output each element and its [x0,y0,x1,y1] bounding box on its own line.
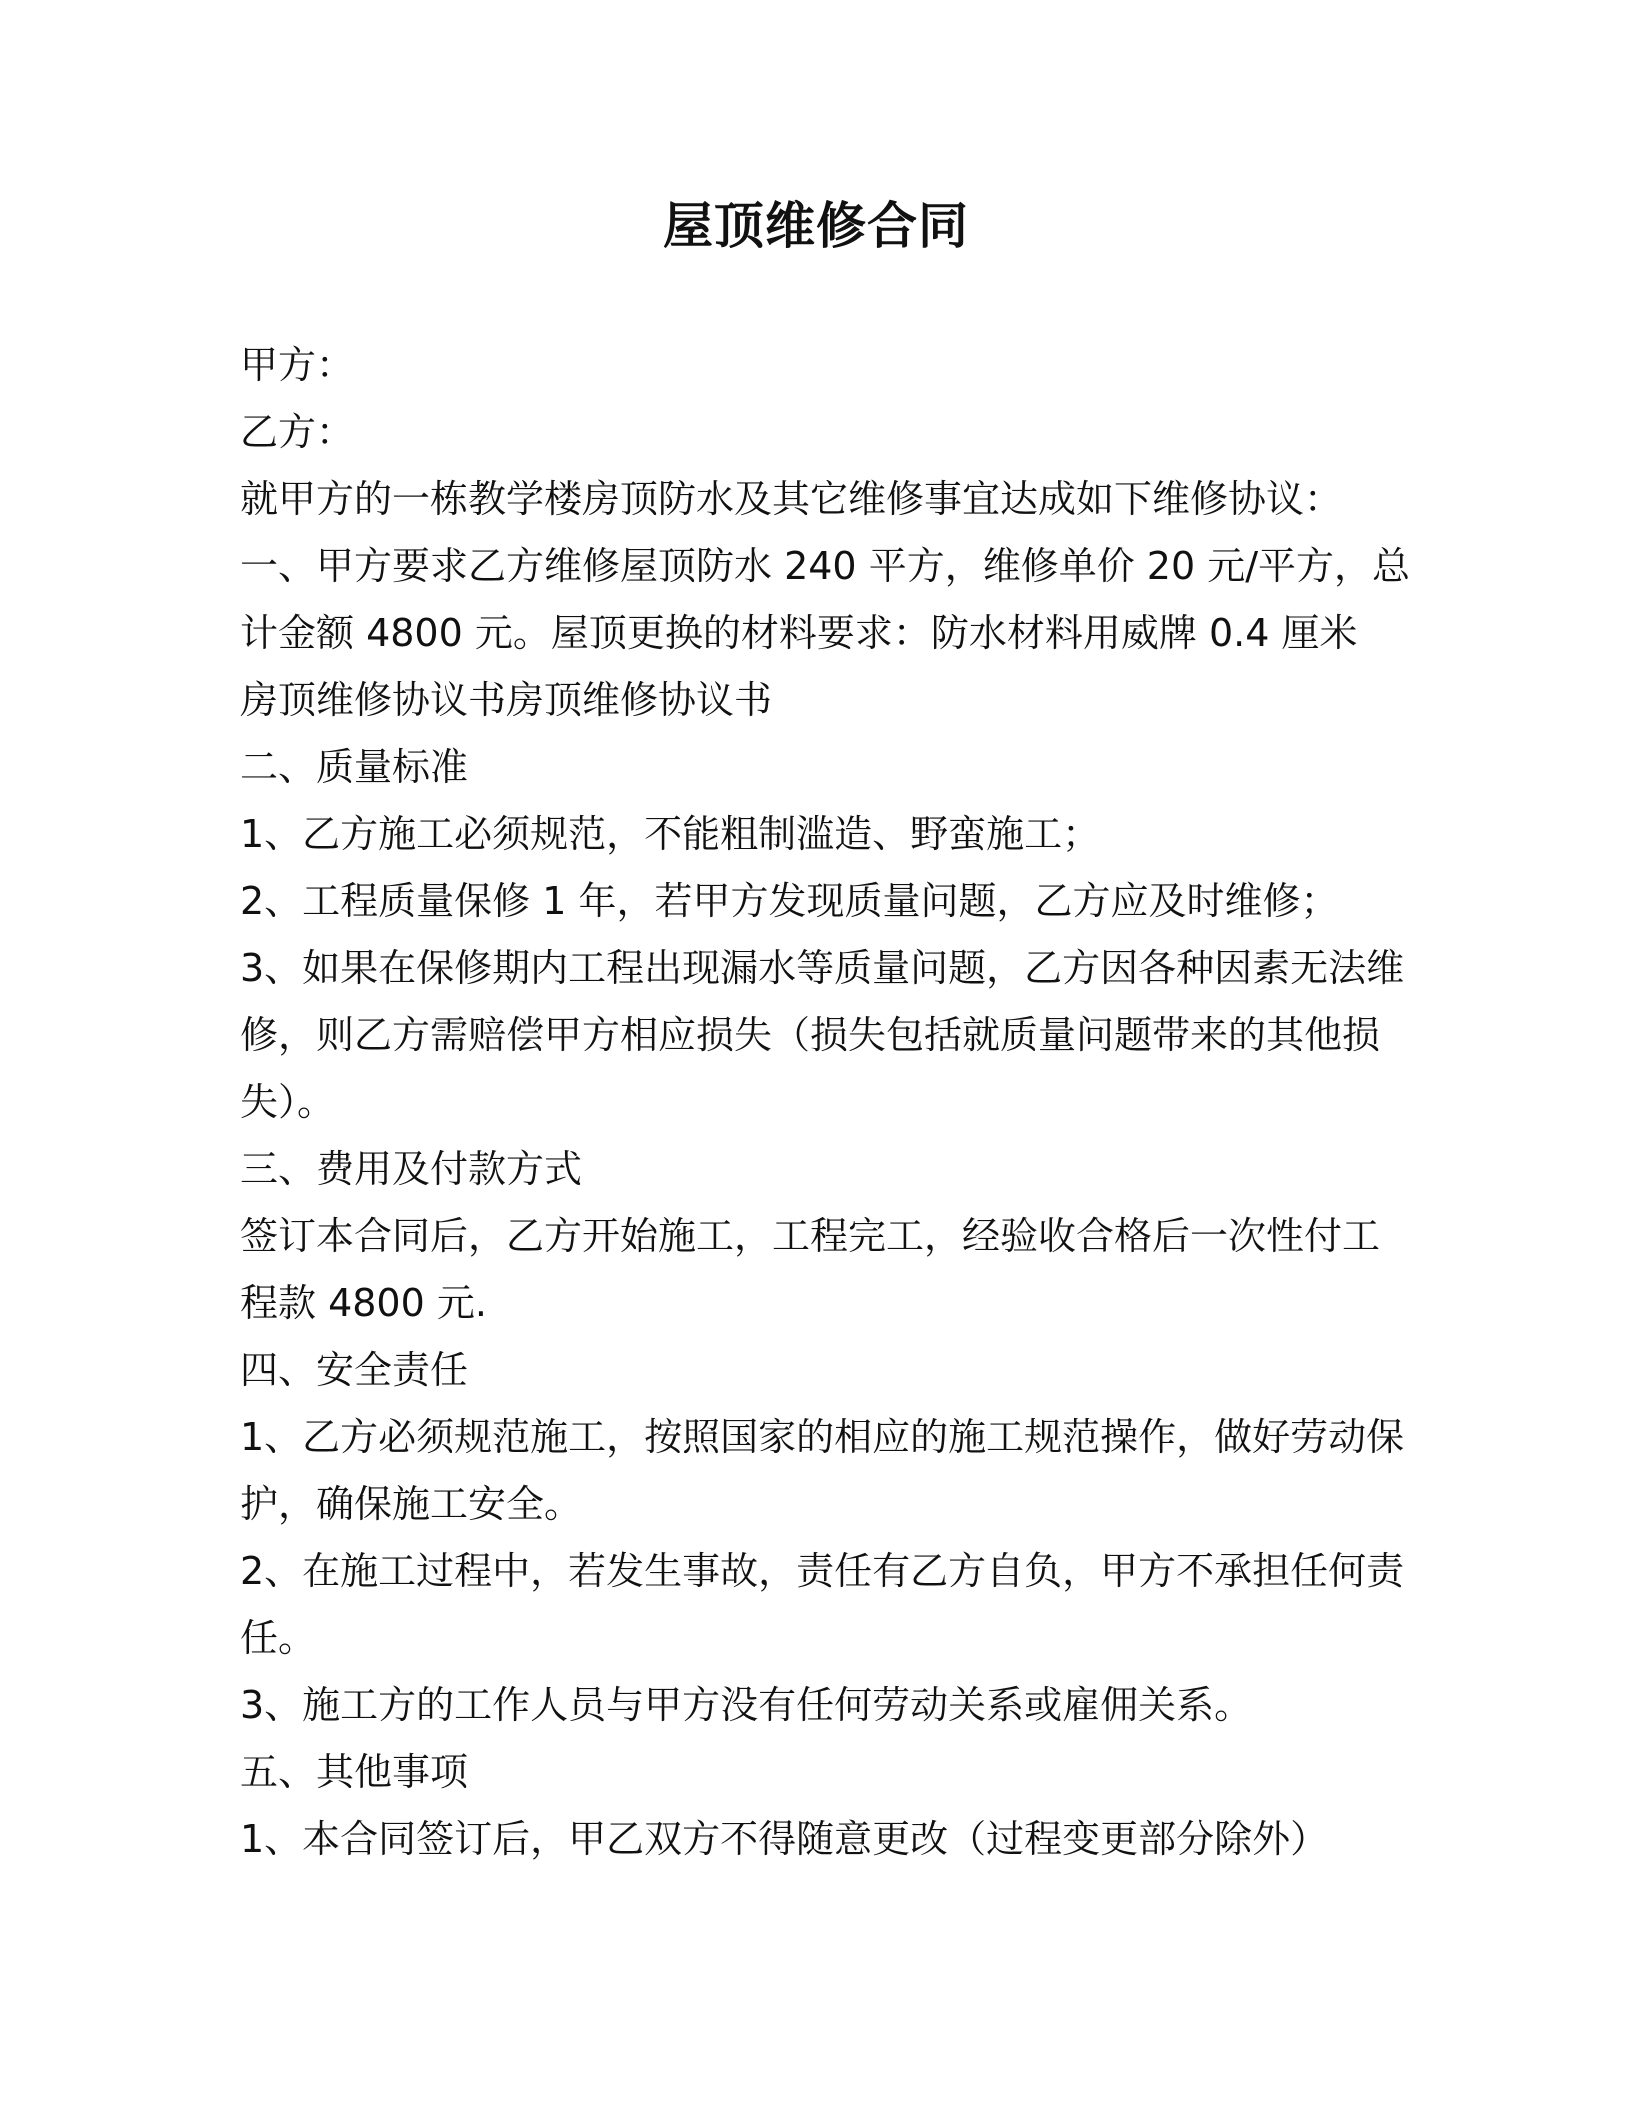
quality-item-1: 1、乙方施工必须规范，不能粗制滥造、野蛮施工； [240,812,1101,856]
payment-line-2: 程款 4800 元. [240,1281,487,1325]
party-b-line: 乙方： [240,410,355,454]
section-three-heading: 三、费用及付款方式 [240,1147,583,1191]
safety-item-2-line-1: 2、在施工过程中，若发生事故，责任有乙方自负，甲方不承担任何责 [240,1549,1405,1593]
section-one-line-3: 房顶维修协议书房顶维修协议书 [240,678,773,722]
quality-item-3-line-1: 3、如果在保修期内工程出现漏水等质量问题，乙方因各种因素无法维 [240,946,1405,990]
other-item-1: 1、本合同签订后，甲乙双方不得随意更改（过程变更部分除外） [240,1817,1329,1861]
safety-item-3: 3、施工方的工作人员与甲方没有任何劳动关系或雇佣关系。 [240,1683,1253,1727]
safety-item-1-line-2: 护，确保施工安全。 [240,1482,583,1526]
agreement-intro: 就甲方的一栋教学楼房顶防水及其它维修事宜达成如下维修协议： [240,477,1343,521]
section-five-heading: 五、其他事项 [240,1750,469,1794]
contract-body [240,332,1411,1873]
safety-item-2-line-2: 任。 [240,1616,317,1660]
safety-item-1-line-1: 1、乙方必须规范施工，按照国家的相应的施工规范操作，做好劳动保 [240,1415,1405,1459]
section-two-heading: 二、质量标准 [240,745,469,789]
document-title: 屋顶维修合同 [663,197,969,255]
party-a-line: 甲方： [240,343,355,387]
quality-item-3-line-2: 修，则乙方需赔偿甲方相应损失（损失包括就质量问题带来的其他损 [240,1013,1381,1057]
section-one-line-2: 计金额 4800 元。屋顶更换的材料要求：防水材料用威牌 0.4 厘米 [240,611,1358,655]
section-one-line-1: 一、甲方要求乙方维修屋顶防水 240 平方，维修单价 20 元/平方，总 [240,544,1411,588]
section-four-heading: 四、安全责任 [240,1348,469,1392]
quality-item-2: 2、工程质量保修 1 年，若甲方发现质量问题，乙方应及时维修； [240,879,1339,923]
payment-line-1: 签订本合同后，乙方开始施工，工程完工，经验收合格后一次性付工 [240,1214,1381,1258]
quality-item-3-line-3: 失）。 [240,1080,336,1124]
